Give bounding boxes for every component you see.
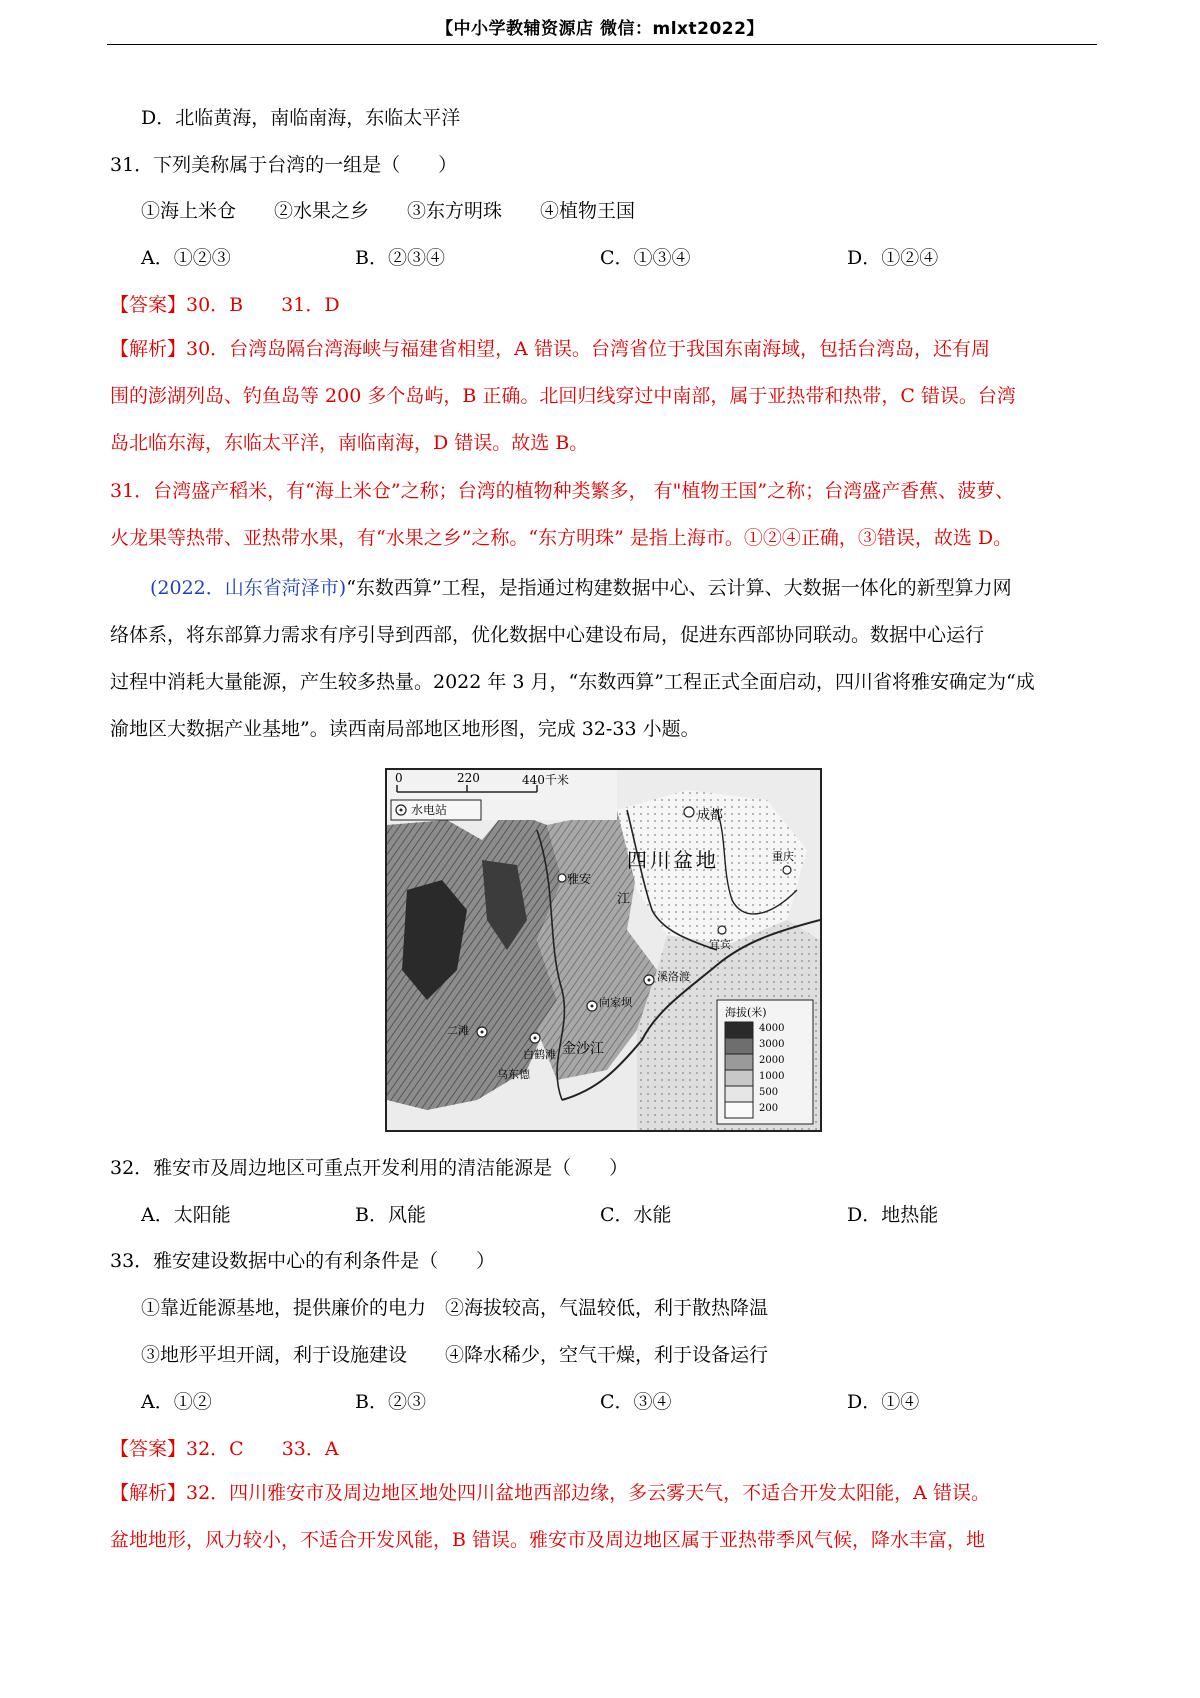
material-line: 渝地区大数据产业基地”。读西南局部地区地形图，完成 32-33 小题。	[110, 718, 700, 740]
material-line: 过程中消耗大量能源，产生较多热量。2022 年 3 月，“东数西算”工程正式全面启动，四川省将雅安确定为“成	[110, 671, 1035, 693]
elevation-level: 4000	[759, 1023, 785, 1034]
explanation-32	[110, 1470, 1095, 1564]
scale-label-220: 220	[457, 771, 480, 785]
explanation-30-line: 岛北临东海，东临太平洋，南临南海，D 错误。故选 B。	[110, 432, 589, 454]
explanation-32-line: 盆地地形，风力较小，不适合开发风能，B 错误。雅安市及周边地区属于亚热带季风气候，降水丰富，地	[110, 1529, 986, 1551]
explanation-32-line: 【解析】32．四川雅安市及周边地区地处四川盆地西部边缘，多云雾天气，不适合开发太阳能，A 错误。	[110, 1482, 990, 1504]
q31-option-a: A．①②③	[141, 247, 231, 269]
station-label-xiangjiaba: 向家坝	[599, 996, 632, 1009]
q31-option-d: D．①②④	[847, 247, 939, 269]
q33-items-1: ①靠近能源基地，提供廉价的电力 ②海拔较高，气温较低，利于散热降温	[141, 1297, 769, 1319]
material-paragraph	[110, 565, 1095, 753]
elevation-level: 2000	[759, 1055, 785, 1066]
q31-items: ①海上米仓 ②水果之乡 ③东方明珠 ④植物王国	[141, 200, 636, 222]
answer-32-33: 【答案】32．C 33．A	[110, 1438, 339, 1460]
city-marker-chengdu	[684, 807, 694, 817]
explanation-31	[110, 468, 1095, 562]
explanation-31-line: 火龙果等热带、亚热带水果，有“水果之乡”之称。“东方明珠” 是指上海市。①②④正确，③错误，故选 D。	[110, 527, 1013, 549]
city-label-yibin: 宜宾	[709, 938, 731, 951]
q32-option-d: D．地热能	[847, 1204, 939, 1226]
material-line: “东数西算”工程，是指通过构建数据中心、云计算、大数据一体化的新型算力网	[346, 577, 1012, 599]
elevation-legend-title: 海拔(米)	[725, 1006, 767, 1019]
basin-label: 四川盆地	[627, 848, 719, 872]
q32-option-a: A．太阳能	[141, 1204, 231, 1226]
q33-stem: 33．雅安建设数据中心的有利条件是（ ）	[110, 1250, 496, 1272]
station-label-baihetan: 白鹤滩	[523, 1048, 556, 1061]
q30-option-d: D．北临黄海，南临南海，东临太平洋	[141, 107, 461, 129]
q31-option-b: B．②③④	[355, 247, 445, 269]
explanation-30-line: 围的澎湖列岛、钓鱼岛等 200 多个岛屿，B 正确。北回归线穿过中南部，属于亚热带和热带，C 错误。台湾	[110, 385, 1016, 407]
q33-option-b: B．②③	[355, 1391, 426, 1413]
q33-option-c: C．③④	[600, 1391, 672, 1413]
city-label-chongqing: 重庆	[772, 850, 794, 863]
material-line: 络体系，将东部算力需求有序引导到西部，优化数据中心建设布局，促进东西部协同联动。数据中心运行	[110, 624, 985, 646]
explanation-30	[110, 326, 1095, 467]
q33-items-2: ③地形平坦开阔，利于设施建设 ④降水稀少，空气干燥，利于设备运行	[141, 1344, 769, 1366]
city-label-chengdu: 成都	[697, 808, 724, 823]
q31-stem: 31．下列美称属于台湾的一组是（ ）	[110, 154, 458, 176]
southwest-terrain-map	[385, 768, 822, 1132]
page-header: 【中小学教辅资源店 微信：mlxt2022】	[436, 19, 764, 39]
station-label-wudongde: 乌东德	[497, 1068, 530, 1081]
station-label-xiluodu: 溪洛渡	[657, 970, 690, 983]
elevation-level: 200	[759, 1103, 779, 1114]
header-rule	[107, 44, 1097, 45]
material-source: (2022．山东省菏泽市)	[150, 577, 347, 599]
scale-label-440: 440千米	[522, 773, 569, 787]
material-first-line	[110, 565, 1095, 612]
station-label-ertan: 二滩	[447, 1024, 469, 1037]
q32-option-b: B．风能	[355, 1204, 426, 1226]
scale-label-0: 0	[395, 771, 403, 785]
city-marker-chongqing	[783, 866, 791, 874]
answer-30-31: 【答案】30．B 31．D	[110, 294, 340, 316]
elevation-level: 1000	[759, 1071, 785, 1082]
river-label: 江	[617, 892, 631, 907]
terrain-map-graphic	[387, 770, 820, 1130]
q33-option-a: A．①②	[141, 1391, 212, 1413]
q32-stem: 32．雅安市及周边地区可重点开发利用的清洁能源是（ ）	[110, 1157, 629, 1179]
elevation-level: 3000	[759, 1039, 785, 1050]
elevation-level: 500	[759, 1087, 779, 1098]
q33-option-d: D．①④	[847, 1391, 920, 1413]
city-label-yaan: 雅安	[567, 872, 592, 886]
city-marker-yibin	[718, 926, 726, 934]
river-label-jinsha: 金沙江	[562, 1041, 604, 1057]
q31-option-c: C．①③④	[600, 247, 691, 269]
legend-station-label: 水电站	[411, 803, 448, 817]
q32-option-c: C．水能	[600, 1204, 672, 1226]
explanation-30-line: 【解析】30．台湾岛隔台湾海峡与福建省相望，A 错误。台湾省位于我国东南海域，包括台湾岛，还有周	[110, 338, 990, 360]
explanation-31-line: 31．台湾盛产稻米，有“海上米仓”之称；台湾的植物种类繁多， 有"植物王国”之称；台湾盛产香蕉、菠萝、	[110, 480, 1015, 502]
city-marker-yaan	[558, 874, 566, 882]
